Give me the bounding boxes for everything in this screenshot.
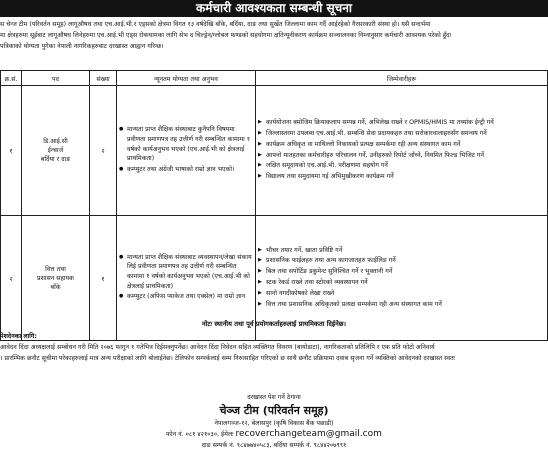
vacancy-table — [0, 70, 548, 341]
district-contacts: दाङ सम्पर्क नं. ९८४७७४०५८३, बर्दिया सम्पर्क नं. ९८४४२०७९९१ — [201, 442, 347, 449]
table-row — [1, 86, 548, 216]
application-instructions — [0, 331, 548, 364]
row-post — [22, 86, 90, 216]
preference-note: नोटः स्थानीय तथा पूर्व प्रयोगकर्ताहरुलाई प्राथमिकता दिईनेछ। — [202, 320, 346, 328]
responsibility-item: ▶ लक्षित समूदायको एच.आई.भी. परीक्षणमा सहयोग गर्ने — [258, 161, 545, 171]
row-responsibilities — [256, 86, 548, 216]
responsibility-item: ▶ स्टक रेकर्ड राख्ने तथा स्टोरको व्यवस्थापन गर्ने — [258, 278, 545, 288]
post-line: बर्दिया र दाङ — [40, 156, 71, 163]
post-line: प्रशासन सहायक — [37, 274, 74, 282]
instruction-line: । प्रारम्भिक छनौट सूचीमा परेकाहरुलाई मात्र अन्य परीक्षाको लागि बोलाईनेछ। टेलिफोन सम्पर्कलाई सम्म निरुत्साहित गरिएको छ साथै छनौट प्रक्रियामा दवाब सृजना गर्ने व्यक्तिको आवेदनको दरखास्त स्वतः — [0, 355, 455, 362]
phone-email-line — [0, 429, 548, 440]
qualification-item: ● मान्यता प्राप्त शैक्षिक संस्थाबाट व्यवस्थापन/लेखा संकाय लिई प्रवीणता प्रमाणपत्र तह उत्तीर्ण गरी सम्बन्धित कामामा १ वर्षको कार्यअनुभव भएको (एच.आई.भी को क्षेत्रलाई प्राथमिकता) — [119, 253, 253, 291]
responsibility-item: ▶ कार्यक्रम अधिकृत वा माथिल्लो निकायको प्रत्यक्ष सम्पर्कमा रही अन्य संस्थागत काम गर्ने — [258, 140, 545, 150]
row-count: २ — [90, 86, 117, 216]
phone-label: फोन नं. ०८१ ४२१०३०, ईमेलः — [166, 431, 234, 438]
col-header-count: संख्या — [90, 71, 117, 86]
post-line: ईन्चार्ज — [47, 147, 64, 154]
responsibility-item: ▶ वित्त तथा प्रशासनिक अधिकृतको प्रत्यक्ष सम्पर्कमा रही अन्य संस्थागत काम गर्ने — [258, 300, 545, 310]
row-qualifications — [117, 86, 256, 216]
email-link[interactable]: recoverchangeteam@gmail.com — [235, 429, 382, 439]
col-header-post: पद — [22, 71, 90, 86]
post-line: डि.आई.सी — [43, 138, 68, 145]
organization-address: नेपालगञ्ज-१२, बेलासपुर (कृषि विकास बैंक पछाडी) — [214, 420, 334, 427]
responsibility-item: ▶ कार्ययोजना बमोजिम क्रियाकलाप सम्पन्न गर्ने, अभिलेख राख्ने र OPMIS/HMIS मा तथ्यांक ईन्ट्री गर्ने — [258, 118, 545, 128]
notice-title: कर्मचारी आवश्यकता सम्बन्धी सूचना — [0, 0, 548, 17]
responsibility-item: ▶ आफ्नो मातहतका कर्मचारीहरु परिचालन गर्ने, उनीहरुको रिपोर्ट जाँच्ने, नियमित फिल्ड भिजिट गर्ने — [258, 151, 545, 161]
intro-line: मा क्षेत्रहरुमा सूईबाट लागूऔषध लिनेहरुमा एच.आई.भी एड्स रोकथामका लागि सेभ द चिल्ड्रेन/ग्लोबल फण्डको सहयोगमा क्षतिन्यूनीकरण कार्यक्रम सञ्चालनका निम्नानुसार कर्मचारी आवश्यक परेको हुँदा — [0, 32, 452, 39]
responsibility-item: ▶ बिल तथा सपोर्टिङ डकुमेन्ट सुनिश्चित गर्ने र भुक्तानी गर्ने — [258, 267, 545, 277]
submit-address-label: दरखास्त पेश गर्ने ठेगाना — [247, 394, 301, 401]
instructions-heading: पेशदेनका लागि: — [0, 333, 37, 340]
qualification-item: ● कम्प्युटर तथा अंग्रेजी भाषाको राम्रो ज्ञान भएको। — [119, 165, 253, 175]
table-header-row — [1, 71, 548, 86]
col-header-qualification: न्यूनतम योग्यता तथा अनुभव — [117, 71, 256, 86]
responsibility-item: ▶ सानो नगदीकोषको लेखा राख्ने — [258, 289, 545, 299]
row-count: १ — [90, 216, 117, 341]
responsibility-item: ▶ जिल्लास्तरमा उपलब्ध एच.आई.भी. सम्बन्धि सेवा प्रदायकहरु तथा सरोकारवालाहरुसँग समन्वय गर्ने — [258, 129, 545, 139]
intro-paragraph — [0, 19, 548, 52]
post-line: बाँके — [50, 283, 61, 291]
row-sn: २ — [1, 216, 22, 341]
responsibility-item: ▶ भौचर तयार गर्ने, खाता प्रविष्टि गर्ने — [258, 246, 545, 256]
contact-block — [0, 392, 548, 451]
col-header-responsibilities: जिम्मेवारीहरू — [256, 71, 548, 86]
organization-name: चेञ्ज टीम (परिवर्तन समूह) — [219, 404, 329, 417]
qualification-item: ● कम्प्युटर (अफिस प्याकेज तथा एक्सेल) मा राम्रो ज्ञान — [119, 292, 253, 302]
col-header-sn: क्र.सं. — [1, 71, 22, 86]
row-sn: १ — [1, 86, 22, 216]
intro-line: स चेन्ज टीम (परिवर्तन समूह) लागूऔषध तथा एच.आई.भी.र एड्सको क्षेत्रमा विगत १३ वर्षदेखि बाँके, बर्दिया, दाङ तथा सुर्खेत जिल्लामा काम गर्दै आईरहेको गैरसरकारी संस्था हो। यसै सन्दर्भमा — [0, 21, 431, 28]
intro-line: पत्रिकाको योग्यता पुगेका नेपाली नागरिकहरुबाट दरखास्त आह्वान गरिन्छ। — [0, 43, 164, 50]
qualification-item: ● मान्यता प्राप्त शैक्षिक संस्थाबाट कुनैपनि विषयमा प्रवीणता प्रमाणपत्र तह उत्तीर्ण गरी सम्बन्धित कामामा १ वर्षको कार्यअनुभव भएको (एच.आई.भी को क्षेत्रलाई प्राथमिकता) — [119, 125, 253, 163]
responsibility-item: ▶ विद्यालय तथा समुदायमा गई अभिमुखीकरण कार्यक्रम गर्ने — [258, 172, 545, 182]
post-line: वित्त तथा — [45, 265, 66, 273]
instruction-line: आवेदन दिंदा अध्यक्षलाई सम्बोधन गरी मिति २०७६ फागुन १ गतेभित्र दिईसक्नुपर्नेछ। आवेदन दिंदा निवेदन सहित व्यक्तिगत विवरण (बायोडाटा), नागरिकताको प्रतिलिपि र एक प्रति फोटो अनिवार्य — [0, 344, 435, 351]
responsibility-item: ▶ प्रशासनिक फाईलहरु तथा अन्य कागजातहरु फाईलिङ गर्ने — [258, 256, 545, 266]
